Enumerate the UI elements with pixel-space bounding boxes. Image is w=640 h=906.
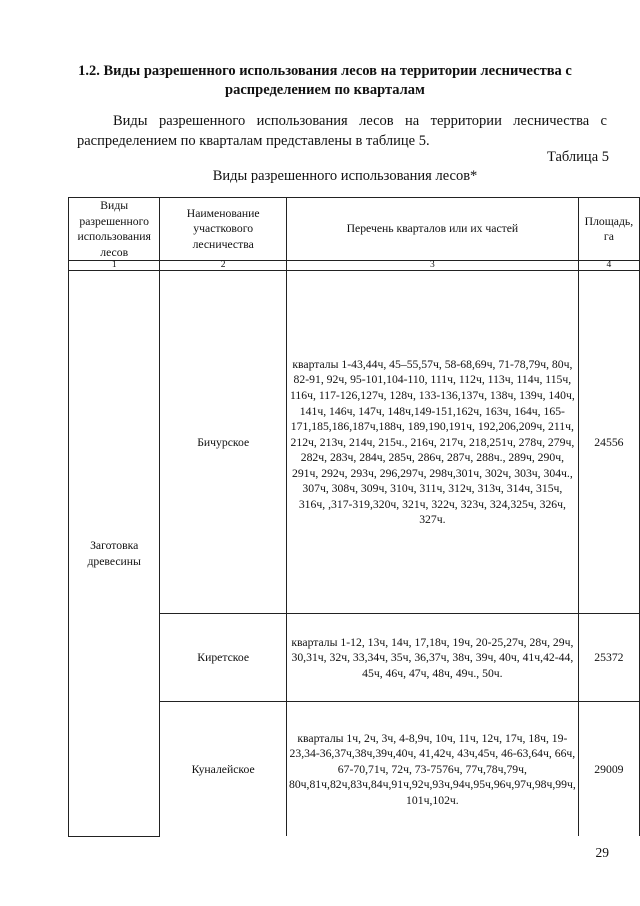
table-number: Таблица 5	[546, 149, 609, 165]
column-number: 1	[69, 261, 160, 271]
area-cell: 24556	[578, 271, 639, 614]
header-use-type: Виды разрешенного использования лесов	[69, 198, 160, 261]
column-number-row	[69, 261, 640, 271]
intro-paragraph: Виды разрешенного использования лесов на территории лесничества с распределением по кварталам представлены в таблице 5.	[77, 113, 607, 149]
column-number: 4	[578, 261, 639, 271]
forest-use-table	[68, 197, 640, 837]
column-number: 2	[160, 261, 287, 271]
table-caption: Виды разрешенного использования лесов*	[212, 168, 478, 184]
forestry-name-cell: Бичурское	[160, 271, 287, 614]
column-number: 3	[286, 261, 578, 271]
forestry-name-cell: Куналейское	[160, 702, 287, 837]
use-type-cell: Заготовка древесины	[69, 271, 160, 837]
area-cell: 25372	[578, 614, 639, 702]
forestry-name-cell: Киретское	[160, 614, 287, 702]
section-heading: 1.2. Виды разрешенного использования лесов на территории лесничества с распределением по кварталам	[78, 63, 572, 98]
header-forestry-name: Наименование участкового лесничества	[160, 198, 287, 261]
quarter-list-cell: кварталы 1-12, 13ч, 14ч, 17,18ч, 19ч, 20-25,27ч, 28ч, 29ч, 30,31ч, 32ч, 33,34ч, 35ч, 36,37ч, 38ч, 39ч, 40ч, 41ч,42-44, 45ч, 46ч, 47ч, 48ч, 49ч., 50ч.	[286, 614, 578, 702]
header-area: Площадь, га	[578, 198, 639, 261]
area-cell: 29009	[578, 702, 639, 837]
quarter-list-cell: кварталы 1ч, 2ч, 3ч, 4-8,9ч, 10ч, 11ч, 12ч, 17ч, 18ч, 19-23,34-36,37ч,38ч,39ч,40ч, 41,42ч, 43ч,45ч, 46-63,64ч, 66ч, 67-70,71ч, 72ч, 73-7576ч, 77ч,78ч,79ч, 80ч,81ч,82ч,83ч,84ч,91ч,92ч,93ч,94ч,95ч,96ч,97ч,98ч,99ч, 101ч,102ч.	[286, 702, 578, 837]
table-header-row	[69, 198, 640, 261]
quarter-list-cell: кварталы 1-43,44ч, 45–55,57ч, 58-68,69ч, 71-78,79ч, 80ч, 82-91, 92ч, 95-101,104-110, 111ч, 112ч, 113ч, 114ч, 115ч, 116ч, 117-126,127ч, 128ч, 133-136,137ч, 138ч, 139ч, 140ч, 141ч, 146ч, 147ч, 148ч,149-151,162ч, 163ч, 164ч, 165-171,185,186,187ч,188ч, 189,190,191ч, 192,206,209ч, 211ч, 212ч, 213ч, 214ч, 215ч., 216ч, 217ч, 218,251ч, 278ч, 279ч, 282ч, 283ч, 284ч, 285ч, 286ч, 287ч, 288ч., 289ч, 290ч, 291ч, 292ч, 293ч, 296,297ч, 298ч,301ч, 302ч, 303ч, 304ч., 307ч, 308ч, 309ч, 310ч, 311ч, 312ч, 313ч, 314ч, 315ч, 316ч, ,317-319,320ч, 321ч, 322ч, 323ч, 324,325ч, 326ч, 327ч.	[286, 271, 578, 614]
page-number: 29	[595, 845, 609, 860]
table-row	[69, 271, 640, 614]
header-quarter-list: Перечень кварталов или их частей	[286, 198, 578, 261]
